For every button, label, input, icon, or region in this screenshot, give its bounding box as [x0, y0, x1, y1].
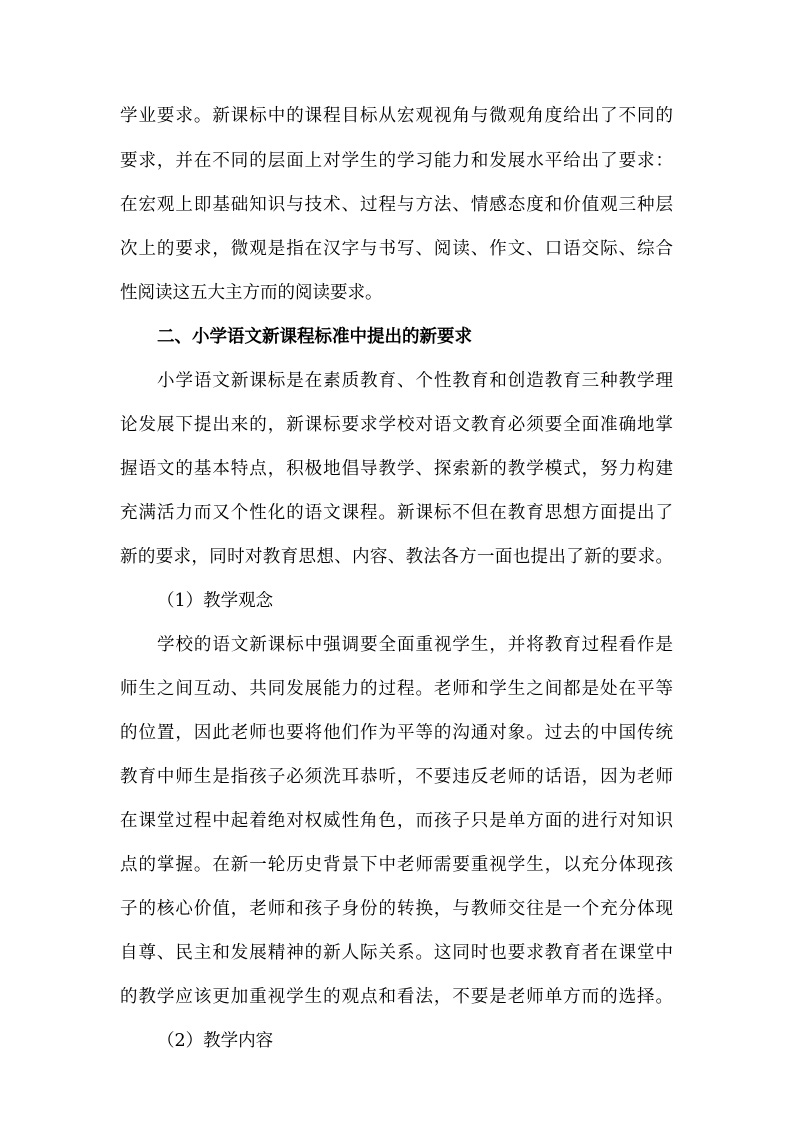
paragraph-line: 学业要求。新课标中的课程目标从宏观视角与微观角度给出了不同的: [120, 106, 673, 126]
subheading-teaching-content: （2）教学内容: [157, 1031, 274, 1051]
paragraph-line: 新的要求，同时对教育思想、内容、教法各方一面也提出了新的要求。: [120, 547, 673, 567]
paragraph-line: 点的掌握。在新一轮历史背景下中老师需要重视学生，以充分体现孩: [120, 855, 673, 875]
paragraph-line: 子的核心价值，老师和孩子身份的转换，与教师交往是一个充分体现: [120, 899, 673, 919]
paragraph-line: 的教学应该更加重视学生的观点和看法，不要是老师单方而的选择。: [120, 987, 673, 1007]
section-heading: 二、小学语文新课程标准中提出的新要求: [157, 327, 472, 347]
paragraph-line: 自尊、民主和发展精神的新人际关系。这同时也要求教育者在课堂中: [120, 943, 673, 963]
paragraph-line: 在宏观上即基础知识与技术、过程与方法、情感态度和价值观三种层: [120, 195, 673, 215]
paragraph-line: 小学语文新课标是在素质教育、个性教育和创造教育三种教学理: [157, 371, 673, 391]
paragraph-line: 次上的要求，微观是指在汉字与书写、阅读、作文、口语交际、综合: [120, 239, 673, 259]
paragraph-line: 充满活力而又个性化的语文课程。新课标不但在教育思想方面提出了: [120, 503, 673, 523]
paragraph-line: 论发展下提出来的，新课标要求学校对语文教育必须要全面准确地掌: [120, 415, 673, 435]
paragraph-line: 在课堂过程中起着绝对权威性角色，而孩子只是单方面的进行对知识: [120, 811, 673, 831]
paragraph-line: 学校的语文新课标中强调要全面重视学生，并将教育过程看作是: [157, 635, 673, 655]
paragraph-line: 的位置，因此老师也要将他们作为平等的沟通对象。过去的中国传统: [120, 723, 673, 743]
paragraph-line: 教育中师生是指孩子必须洗耳恭听，不要违反老师的话语，因为老师: [120, 767, 673, 787]
paragraph-line: 握语文的基本特点，积极地倡导教学、探索新的教学模式，努力构建: [120, 459, 673, 479]
paragraph-line: 要求，并在不同的层面上对学生的学习能力和发展水平给出了要求：: [120, 151, 673, 171]
paragraph-line: 师生之间互动、共同发展能力的过程。老师和学生之间都是处在平等: [120, 679, 673, 699]
subheading-teaching-concept: （1）教学观念: [157, 591, 274, 611]
paragraph-line: 性阅读这五大主方而的阅读要求。: [120, 283, 383, 303]
